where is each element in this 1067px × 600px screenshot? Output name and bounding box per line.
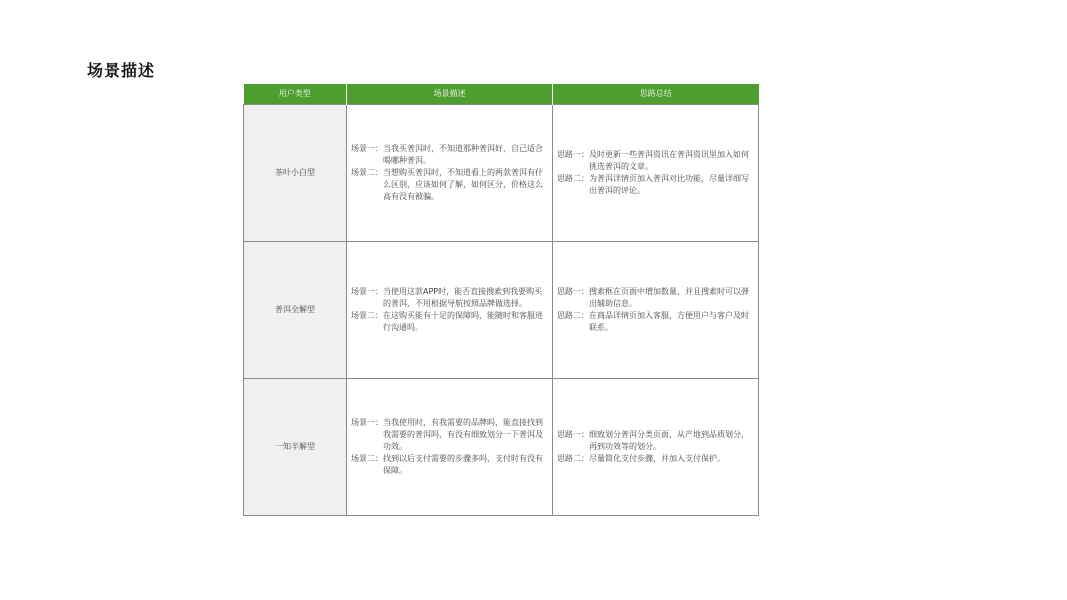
page-title: 场景描述	[87, 61, 156, 80]
scene-entry	[351, 310, 548, 334]
scene-entry	[351, 453, 548, 477]
idea-cell	[553, 242, 759, 379]
idea-text: 及时更新一些普洱资讯在普洱资讯里加入如何挑选普洱的文章。	[589, 150, 749, 171]
idea-text: 搜索框在页面中增加数量，并且搜索时可以弹出辅助信息。	[589, 287, 749, 308]
idea-text: 尽量简化支付步骤，并加入支付保护。	[589, 454, 725, 463]
scene-text: 当我使用时，有我需要的品牌吗，能直接找到我需要的普洱吗，有没有细致划分一下普洱及功效。	[383, 418, 543, 451]
scene-text: 在这购买能有十足的保障吗，能随时和客服进行沟通吗。	[383, 311, 543, 332]
scene-label: 场景二：	[351, 311, 383, 320]
scene-entry	[351, 167, 548, 203]
scene-label: 场景二：	[351, 454, 383, 463]
idea-entry	[557, 173, 754, 197]
user-type-cell: 普洱全解型	[244, 242, 347, 379]
header-user-type: 用户类型	[244, 84, 347, 105]
idea-cell	[553, 379, 759, 516]
table-row	[244, 242, 759, 379]
idea-entry	[557, 453, 754, 465]
idea-label: 思路二：	[557, 454, 589, 463]
idea-text: 为普洱详情页加入普洱对比功能，尽量详细写出普洱的评论。	[589, 174, 749, 195]
scene-label: 场景一：	[351, 287, 383, 296]
table-body	[244, 105, 759, 516]
scene-cell	[347, 379, 553, 516]
idea-entry	[557, 310, 754, 334]
header-scene-description: 场景描述	[347, 84, 553, 105]
scene-cell	[347, 242, 553, 379]
scene-text: 当我买普洱时，不知道那种普洱好，自己适合喝哪种普洱。	[383, 144, 543, 165]
idea-label: 思路一：	[557, 150, 589, 159]
scene-label: 场景一：	[351, 144, 383, 153]
idea-text: 在商品详情页加入客服，方便用户与客户及时联系。	[589, 311, 749, 332]
user-type-cell: 茶叶小白型	[244, 105, 347, 242]
user-type-cell: 一知半解型	[244, 379, 347, 516]
scene-entry	[351, 286, 548, 310]
idea-label: 思路二：	[557, 174, 589, 183]
scene-label: 场景二：	[351, 168, 383, 177]
table-header-row	[244, 84, 759, 105]
idea-entry	[557, 149, 754, 173]
idea-entry	[557, 429, 754, 453]
idea-cell	[553, 105, 759, 242]
idea-label: 思路一：	[557, 287, 589, 296]
idea-entry	[557, 286, 754, 310]
scene-text: 找到以后支付需要的步骤多吗，支付时有没有保障。	[383, 454, 543, 475]
scene-text: 当想购买普洱时，不知道看上的两款普洱有什么区别，应该如何了解，如何区分，价格这么高有没有被骗。	[383, 168, 543, 201]
scene-label: 场景一：	[351, 418, 383, 427]
table-header	[244, 84, 759, 105]
scenario-table	[243, 84, 759, 516]
idea-text: 细致划分普洱分类页面，从产地到品质划分，再到功效等的划分。	[589, 430, 749, 451]
idea-label: 思路一：	[557, 430, 589, 439]
scene-cell	[347, 105, 553, 242]
scene-entry	[351, 417, 548, 453]
scene-entry	[351, 143, 548, 167]
table-row	[244, 105, 759, 242]
header-idea-summary: 思路总结	[553, 84, 759, 105]
scene-text: 当使用这款APP时，能否直接搜索到我要购买的普洱，不用根据导航按照品牌做选择。	[383, 287, 543, 308]
table-row	[244, 379, 759, 516]
idea-label: 思路二：	[557, 311, 589, 320]
